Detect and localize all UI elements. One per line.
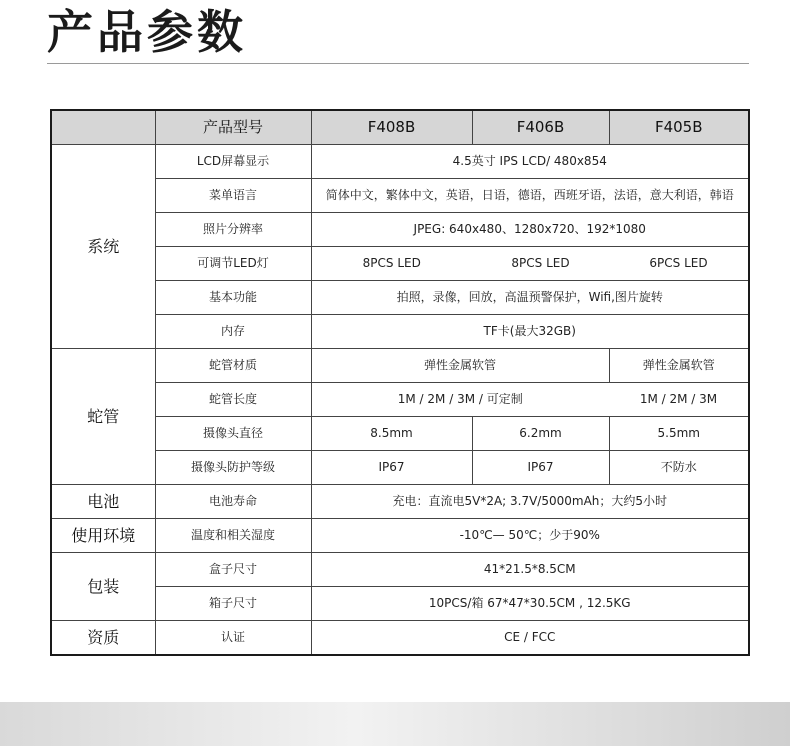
row-value: CE / FCC: [311, 621, 749, 656]
table-row: [51, 553, 749, 587]
row-value-f408b-f406b: 1M / 2M / 3M / 可定制: [311, 383, 609, 417]
row-label: 可调节LED灯: [155, 247, 311, 281]
page-title: 产品参数: [47, 5, 247, 59]
spec-table: [50, 109, 750, 656]
row-value-f405b: 弹性金属软管: [609, 349, 749, 383]
table-row: [51, 247, 749, 281]
header-cell-model: 产品型号: [155, 110, 311, 145]
row-value: 充电：直流电5V*2A; 3.7V/5000mAh；大约5小时: [311, 485, 749, 519]
row-label: 内存: [155, 315, 311, 349]
row-value-f408b: 8PCS LED: [311, 247, 472, 281]
table-row: [51, 485, 749, 519]
row-label: LCD屏幕显示: [155, 145, 311, 179]
row-label: 基本功能: [155, 281, 311, 315]
row-label: 盒子尺寸: [155, 553, 311, 587]
row-label: 摄像头防护等级: [155, 451, 311, 485]
header-cell-f406b: F406B: [472, 110, 609, 145]
row-value-f408b: IP67: [311, 451, 472, 485]
row-value: 10PCS/箱 67*47*30.5CM , 12.5KG: [311, 587, 749, 621]
row-value: 41*21.5*8.5CM: [311, 553, 749, 587]
row-label: 照片分辨率: [155, 213, 311, 247]
table-row: [51, 587, 749, 621]
row-value: 4.5英寸 IPS LCD/ 480x854: [311, 145, 749, 179]
table-header-row: [51, 110, 749, 145]
row-label: 温度和相关湿度: [155, 519, 311, 553]
row-value-f406b: 6.2mm: [472, 417, 609, 451]
row-value: 拍照，录像，回放，高温预警保护，Wifi,图片旋转: [311, 281, 749, 315]
table-row: [51, 451, 749, 485]
row-value: -10℃— 50℃；少于90%: [311, 519, 749, 553]
table-row: [51, 349, 749, 383]
row-value-f406b: 8PCS LED: [472, 247, 609, 281]
row-label: 蛇管长度: [155, 383, 311, 417]
row-label: 摄像头直径: [155, 417, 311, 451]
group-label-environment: 使用环境: [51, 519, 155, 553]
header-cell-empty: [51, 110, 155, 145]
table-row: [51, 621, 749, 656]
row-label: 菜单语言: [155, 179, 311, 213]
group-label-system: 系统: [51, 145, 155, 349]
row-value-f405b: 5.5mm: [609, 417, 749, 451]
group-label-packaging: 包装: [51, 553, 155, 621]
header-cell-f405b: F405B: [609, 110, 749, 145]
row-label: 蛇管材质: [155, 349, 311, 383]
table-row: [51, 315, 749, 349]
row-value: 简体中文，繁体中文，英语，日语，德语，西班牙语，法语，意大利语，韩语: [311, 179, 749, 213]
table-row: [51, 179, 749, 213]
table-row: [51, 213, 749, 247]
row-label: 电池寿命: [155, 485, 311, 519]
table-row: [51, 281, 749, 315]
row-value-f408b: 8.5mm: [311, 417, 472, 451]
row-value-f405b: 6PCS LED: [609, 247, 749, 281]
group-label-certification: 资质: [51, 621, 155, 656]
bottom-decorative-band: [0, 702, 790, 746]
row-value-f406b: IP67: [472, 451, 609, 485]
row-value-f408b-f406b: 弹性金属软管: [311, 349, 609, 383]
table-row: [51, 383, 749, 417]
row-value-f405b: 1M / 2M / 3M: [609, 383, 749, 417]
group-label-battery: 电池: [51, 485, 155, 519]
table-row: [51, 145, 749, 179]
row-value: TF卡(最大32GB): [311, 315, 749, 349]
row-value: JPEG: 640x480、1280x720、192*1080: [311, 213, 749, 247]
row-value-f405b: 不防水: [609, 451, 749, 485]
table-row: [51, 417, 749, 451]
row-label: 箱子尺寸: [155, 587, 311, 621]
table-row: [51, 519, 749, 553]
group-label-hose: 蛇管: [51, 349, 155, 485]
title-divider: [47, 63, 749, 64]
row-label: 认证: [155, 621, 311, 656]
header-cell-f408b: F408B: [311, 110, 472, 145]
